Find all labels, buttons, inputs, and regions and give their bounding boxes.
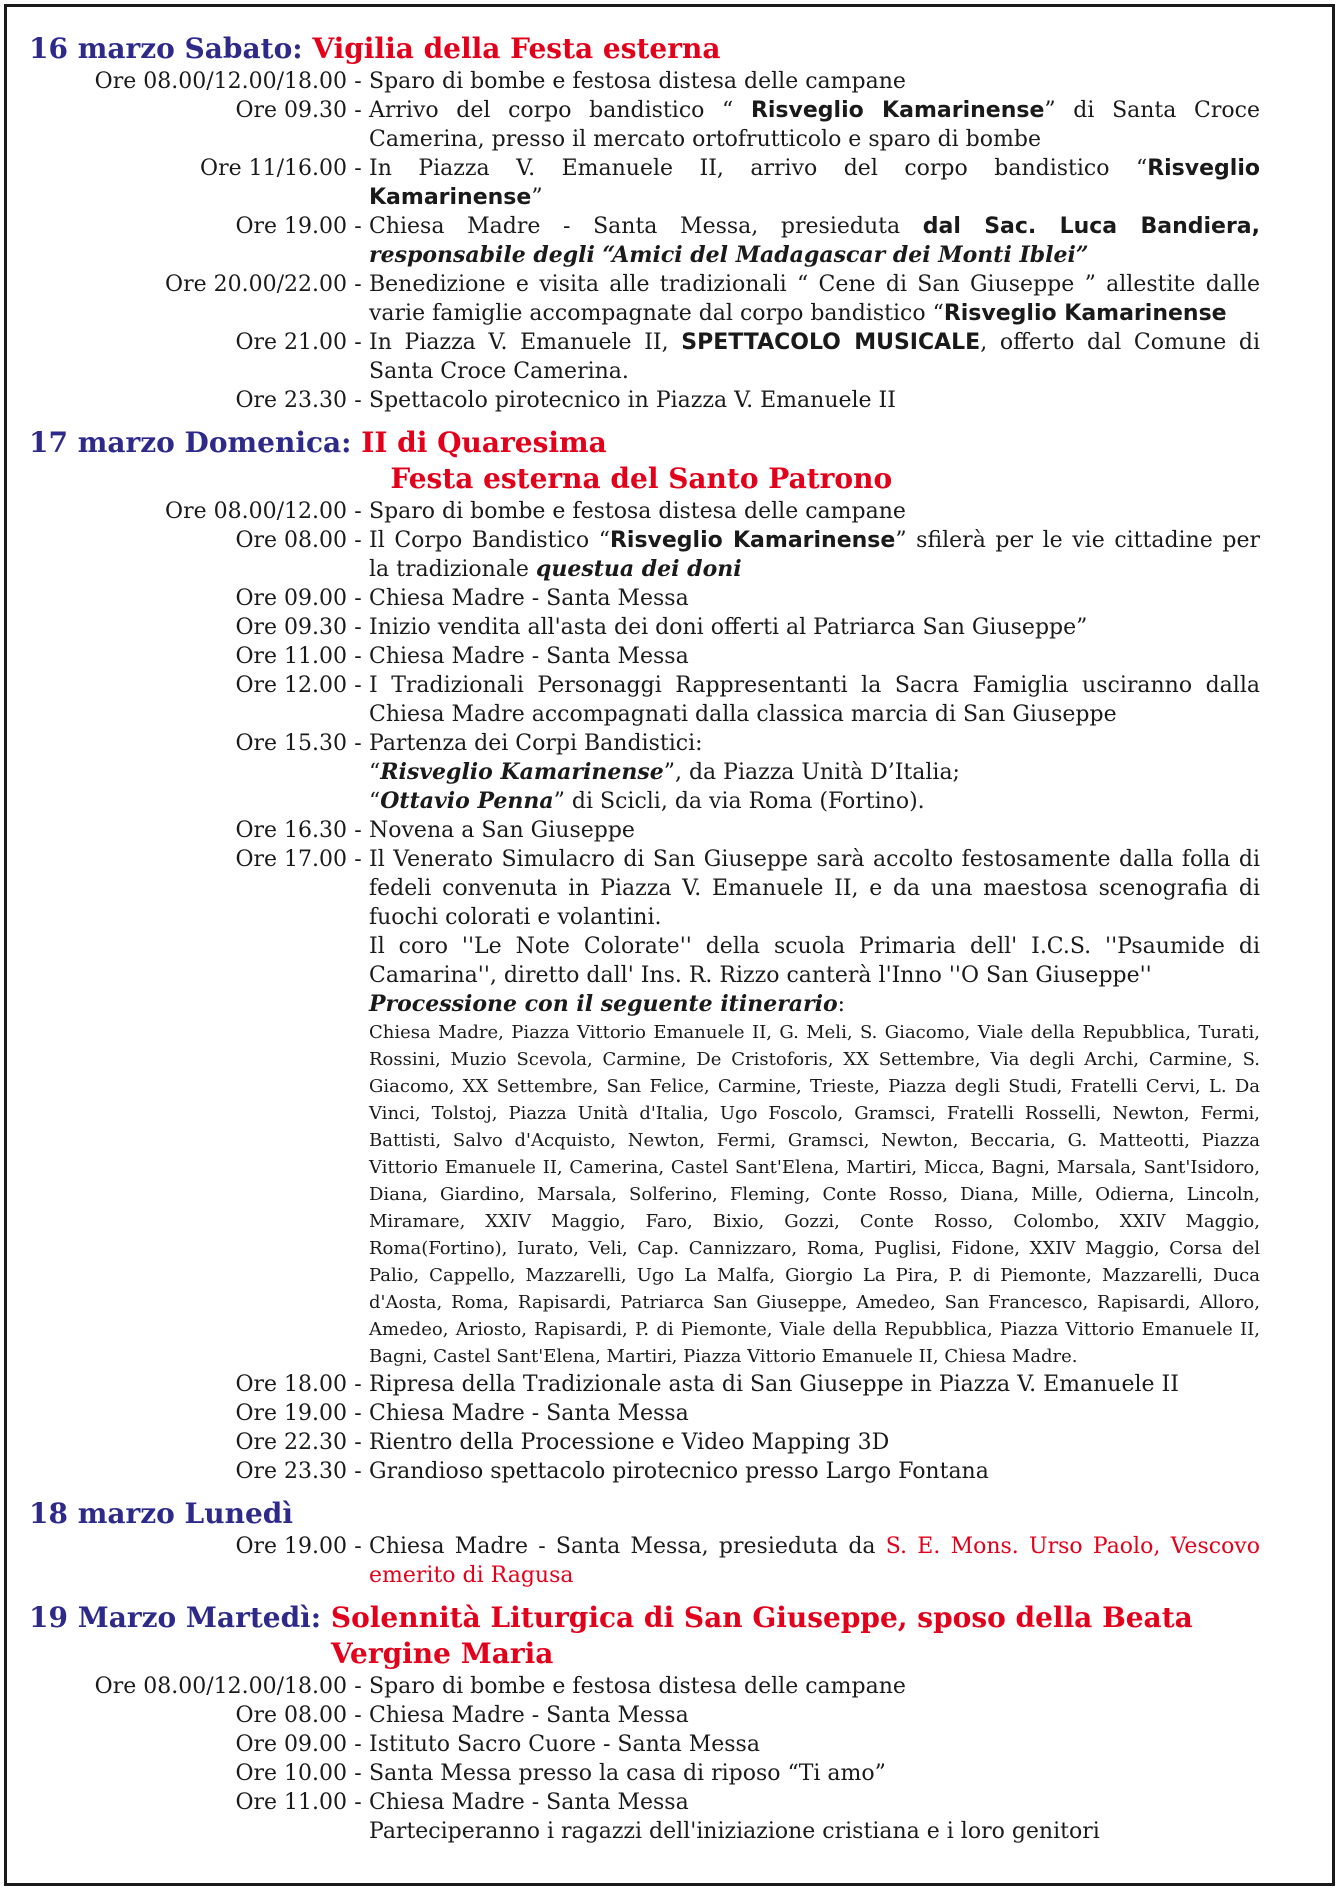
- event-row: [29, 1672, 1260, 1701]
- event-description: [369, 1788, 1260, 1846]
- event-row: [29, 386, 1260, 415]
- event-text: Chiesa Madre - Santa Messa: [369, 1790, 689, 1815]
- event-text: Chiesa Madre - Santa Messa: [369, 586, 689, 611]
- event-separator: -: [354, 98, 362, 123]
- event-separator: -: [354, 1459, 362, 1484]
- event-description: [369, 526, 1260, 584]
- event-time: Ore 18.00: [235, 1372, 347, 1397]
- event-row: [29, 526, 1260, 584]
- event-row: [29, 67, 1260, 96]
- event-description: [369, 154, 1260, 212]
- event-separator: -: [354, 1430, 362, 1455]
- event-description: [369, 816, 1260, 845]
- event-time: Ore 09.00: [235, 586, 347, 611]
- event-separator: -: [354, 1401, 362, 1426]
- event-separator: -: [354, 388, 362, 413]
- event-description: [369, 328, 1260, 386]
- event-row: [29, 671, 1260, 729]
- event-text: Sparo di bombe e festosa distesa delle campane: [369, 499, 906, 524]
- event-row: [29, 1701, 1260, 1730]
- event-separator: -: [354, 330, 362, 355]
- event-extra: Il coro ''Le Note Colorate'' della scuola Primaria dell' I.C.S. ''Psaumide di Camarina'', diretto dall' Ins. R. Rizzo canterà l'Inno ''O San Giuseppe'': [369, 934, 1260, 988]
- event-time: Ore 10.00: [235, 1761, 347, 1786]
- day-title: [361, 425, 921, 497]
- day-heading: [29, 425, 1260, 497]
- event-description: [369, 386, 1260, 415]
- event-text: Chiesa Madre - Santa Messa: [369, 1401, 689, 1426]
- event-highlight: Risveglio Kamarinense: [609, 528, 896, 553]
- event-text: Inizio vendita all'asta dei doni offerti al Patriarca San Giuseppe”: [369, 615, 1088, 640]
- event-time: Ore 09.00: [235, 1732, 347, 1757]
- day-title: [312, 31, 720, 67]
- event-separator: -: [354, 499, 362, 524]
- day-date: 17 marzo Domenica:: [29, 426, 352, 459]
- event-highlight: Risveglio Kamarinense: [750, 98, 1045, 123]
- event-time: Ore 11.00: [235, 1790, 347, 1815]
- day-title-line: Solennità Liturgica di San Giuseppe, sposo della Beata: [330, 1601, 1193, 1634]
- day-title-line: Vigilia della Festa esterna: [312, 32, 721, 65]
- event-separator: -: [354, 69, 362, 94]
- band-line: [369, 758, 1260, 787]
- event-time: Ore 12.00: [235, 673, 347, 698]
- event-separator: -: [354, 1674, 362, 1699]
- event-separator: -: [354, 731, 362, 756]
- event-text: Chiesa Madre - Santa Messa, presieduta: [369, 214, 923, 239]
- event-description: [369, 1428, 1260, 1457]
- event-time: Ore 23.30: [235, 388, 347, 413]
- event-row: [29, 1428, 1260, 1457]
- event-text: Rientro della Processione e Video Mapping 3D: [369, 1430, 890, 1455]
- event-highlight: Risveglio Kamarinense: [943, 301, 1227, 326]
- day-heading: [29, 1496, 1260, 1532]
- event-row: [29, 642, 1260, 671]
- event-guest: S. E. Mons. Urso Paolo, Vescovo emerito di Ragusa: [369, 1534, 1260, 1588]
- event-separator: -: [354, 1790, 362, 1815]
- event-text: Chiesa Madre - Santa Messa, presieduta da: [369, 1534, 886, 1559]
- event-description: [369, 1730, 1260, 1759]
- event-row: [29, 1759, 1260, 1788]
- day-title: [331, 1600, 1193, 1672]
- band-origin: ”, da Piazza Unità D’Italia;: [663, 760, 960, 785]
- event-row: [29, 328, 1260, 386]
- event-time: Ore 08.00/12.00: [165, 499, 347, 524]
- event-description: [369, 1370, 1260, 1399]
- event-separator: -: [354, 1703, 362, 1728]
- event-time: Ore 09.30: [235, 98, 347, 123]
- event-text: Santa Messa presso la casa di riposo “Ti amo”: [369, 1761, 886, 1786]
- event-separator: -: [354, 673, 362, 698]
- event-text: Arrivo del corpo bandistico “: [369, 98, 751, 123]
- event-description: [369, 497, 1260, 526]
- procession-heading: [369, 990, 1260, 1019]
- event-text: Grandioso spettacolo pirotecnico presso Largo Fontana: [369, 1459, 989, 1484]
- event-text: Spettacolo pirotecnico in Piazza V. Emanuele II: [369, 388, 896, 413]
- event-row: [29, 212, 1260, 270]
- event-separator: -: [354, 586, 362, 611]
- event-separator: -: [354, 615, 362, 640]
- event-description: [369, 642, 1260, 671]
- event-time: Ore 15.30: [235, 731, 347, 756]
- event-time: Ore 22.30: [235, 1430, 347, 1455]
- event-separator: -: [354, 1761, 362, 1786]
- event-time: Ore 21.00: [235, 330, 347, 355]
- event-time: Ore 19.00: [235, 1401, 347, 1426]
- event-separator: -: [354, 1372, 362, 1397]
- band-name: Risveglio Kamarinense: [380, 759, 664, 785]
- day-heading: [29, 1600, 1260, 1672]
- event-time: Ore 16.30: [235, 818, 347, 843]
- band-origin: ” di Scicli, da via Roma (Fortino).: [553, 789, 925, 814]
- event-text: Chiesa Madre - Santa Messa: [369, 1703, 689, 1728]
- day-section: [29, 31, 1260, 415]
- event-text: Ripresa della Tradizionale asta di San Giuseppe in Piazza V. Emanuele II: [369, 1372, 1179, 1397]
- program-page: [4, 4, 1335, 1886]
- procession-label: Processione con il seguente itinerario: [369, 991, 838, 1017]
- event-highlight: SPETTACOLO MUSICALE: [681, 330, 981, 355]
- event-emphasis: questua dei doni: [535, 556, 742, 582]
- event-description: [369, 845, 1260, 1370]
- band-name: Ottavio Penna: [380, 788, 554, 814]
- event-row: [29, 96, 1260, 154]
- event-text: Sparo di bombe e festosa distesa delle campane: [369, 69, 906, 94]
- event-description: [369, 212, 1260, 270]
- event-separator: -: [354, 528, 362, 553]
- event-description: [369, 270, 1260, 328]
- day-date: 16 marzo Sabato:: [29, 32, 303, 65]
- event-time: Ore 11.00: [235, 644, 347, 669]
- event-emphasis: responsabile degli “Amici del Madagascar dei Monti Iblei”: [369, 242, 1089, 268]
- day-title-line: II di Quaresima: [361, 426, 607, 459]
- event-row: [29, 154, 1260, 212]
- event-text: Sparo di bombe e festosa distesa delle campane: [369, 1674, 906, 1699]
- event-time: Ore 23.30: [235, 1459, 347, 1484]
- event-description: [369, 1399, 1260, 1428]
- event-text: , offerto dal Comune di Santa Croce Camerina.: [369, 330, 1260, 384]
- day-title-line: Vergine Maria: [330, 1637, 554, 1670]
- event-text: Il Corpo Bandistico “: [369, 528, 610, 553]
- event-time: Ore 08.00/12.00/18.00: [94, 69, 347, 94]
- event-row: [29, 729, 1260, 816]
- event-text: In Piazza V. Emanuele II, arrivo del corpo bandistico “: [369, 156, 1148, 181]
- event-time: Ore 11/16.00: [200, 156, 347, 181]
- event-description: [369, 584, 1260, 613]
- event-time: Ore 17.00: [235, 847, 347, 872]
- event-row: [29, 613, 1260, 642]
- event-separator: -: [354, 1732, 362, 1757]
- day-heading: [29, 31, 1260, 67]
- event-description: [369, 1759, 1260, 1788]
- day-section: [29, 425, 1260, 1486]
- event-description: [369, 96, 1260, 154]
- event-text: Istituto Sacro Cuore - Santa Messa: [369, 1732, 760, 1757]
- day-date: 19 Marzo Martedì:: [29, 1601, 322, 1634]
- event-row: [29, 1788, 1260, 1846]
- event-description: [369, 729, 1260, 816]
- band-quote: “: [369, 760, 381, 785]
- event-text: Chiesa Madre - Santa Messa: [369, 644, 689, 669]
- event-description: [369, 613, 1260, 642]
- event-row: [29, 1532, 1260, 1590]
- day-title-line: Festa esterna del Santo Patrono: [390, 462, 893, 495]
- event-row: [29, 1399, 1260, 1428]
- event-separator: -: [354, 644, 362, 669]
- event-separator: -: [354, 156, 362, 181]
- event-text: I Tradizionali Personaggi Rappresentanti la Sacra Famiglia usciranno dalla Chiesa Madre accompagnati dalla classica marcia di San Giuseppe: [369, 673, 1260, 727]
- event-time: Ore 09.30: [235, 615, 347, 640]
- event-separator: -: [354, 272, 362, 297]
- event-time: Ore 19.00: [235, 1534, 347, 1559]
- event-row: [29, 1730, 1260, 1759]
- event-description: [369, 1457, 1260, 1486]
- event-row: [29, 1370, 1260, 1399]
- event-time: Ore 20.00/22.00: [165, 272, 347, 297]
- day-section: [29, 1600, 1260, 1846]
- event-row: [29, 816, 1260, 845]
- event-text: ” di Santa Croce Camerina, presso il mercato ortofrutticolo e sparo di bombe: [369, 98, 1260, 152]
- event-row: [29, 497, 1260, 526]
- event-text: ” sfilerà per le vie cittadine per la tradizionale: [369, 528, 1260, 582]
- event-extra: Parteciperanno i ragazzi dell'iniziazione cristiana e i loro genitori: [369, 1819, 1100, 1844]
- event-description: [369, 671, 1260, 729]
- event-text: Benedizione e visita alle tradizionali “ Cene di San Giuseppe ” allestite dalle varie famiglie accompagnate dal corpo bandistico “: [369, 272, 1260, 326]
- event-separator: -: [354, 1534, 362, 1559]
- procession-colon: :: [837, 992, 846, 1017]
- band-quote: “: [369, 789, 381, 814]
- event-row: [29, 1457, 1260, 1486]
- event-row: [29, 270, 1260, 328]
- event-separator: -: [354, 214, 362, 239]
- event-description: [369, 67, 1260, 96]
- event-text: In Piazza V. Emanuele II,: [369, 330, 682, 355]
- event-highlight: dal Sac. Luca Bandiera,: [922, 214, 1261, 239]
- event-highlight: Risveglio Kamarinense: [369, 156, 1260, 210]
- event-description: [369, 1672, 1260, 1701]
- event-row: [29, 845, 1260, 1370]
- day-date: 18 marzo Lunedì: [29, 1497, 293, 1530]
- event-time: Ore 08.00: [235, 1703, 347, 1728]
- day-section: [29, 1496, 1260, 1590]
- event-description: [369, 1701, 1260, 1730]
- event-separator: -: [354, 818, 362, 843]
- event-row: [29, 584, 1260, 613]
- band-line: [369, 787, 1260, 816]
- event-separator: -: [354, 847, 362, 872]
- procession-itinerary: Chiesa Madre, Piazza Vittorio Emanuele II, G. Meli, S. Giacomo, Viale della Repubblica, Turati, Rossini, Muzio Scevola, Carmine, De Cristoforis, XX Settembre, Via degli Archi, Carmine, S. Giacomo, XX Settembre, San Felice, Carmine, Trieste, Piazza degli Studi, Fratelli Cervi, L. Da Vinci, Tolstoj, Piazza Unità d'Italia, Ugo Foscolo, Gramsci, Fratelli Rosselli, Newton, Fermi, Battisti, Salvo d'Acquisto, Newton, Fermi, Gramsci, Newton, Beccaria, G. Matteotti, Piazza Vittorio Emanuele II, Camerina, Castel Sant'Elena, Martiri, Micca, Bagni, Marsala, Sant'Isidoro, Diana, Giardino, Marsala, Solferino, Fleming, Conte Rosso, Diana, Mille, Odierna, Lincoln, Miramare, XXIV Maggio, Faro, Bixio, Gozzi, Conte Rosso, Colombo, XXIV Maggio, Roma(Fortino), Iurato, Veli, Cap. Cannizzaro, Roma, Puglisi, Fidone, XXIV Maggio, Corsa del Palio, Cappello, Mazzarelli, Ugo La Malfa, Giorgio La Pira, P. di Piemonte, Mazzarelli, Duca d'Aosta, Roma, Rapisardi, Patriarca San Giuseppe, Amedeo, San Francesco, Rapisardi, Alloro, Amedeo, Ariosto, Rapisardi, P. di Piemonte, Viale della Repubblica, Piazza Vittorio Emanuele II, Bagni, Castel Sant'Elena, Martiri, Piazza Vittorio Emanuele II, Chiesa Madre.: [369, 1022, 1260, 1367]
- event-time: Ore 08.00/12.00/18.00: [94, 1674, 347, 1699]
- event-time: Ore 08.00: [235, 528, 347, 553]
- event-description: [369, 1532, 1260, 1590]
- event-time: Ore 19.00: [235, 214, 347, 239]
- event-text: ”: [531, 185, 543, 210]
- event-text: Il Venerato Simulacro di San Giuseppe sarà accolto festosamente dalla folla di fedeli convenuta in Piazza V. Emanuele II, e da una maestosa scenografia di fuochi colorati e volantini.: [369, 847, 1260, 930]
- event-text: Novena a San Giuseppe: [369, 818, 635, 843]
- event-text: Partenza dei Corpi Bandistici:: [369, 731, 703, 756]
